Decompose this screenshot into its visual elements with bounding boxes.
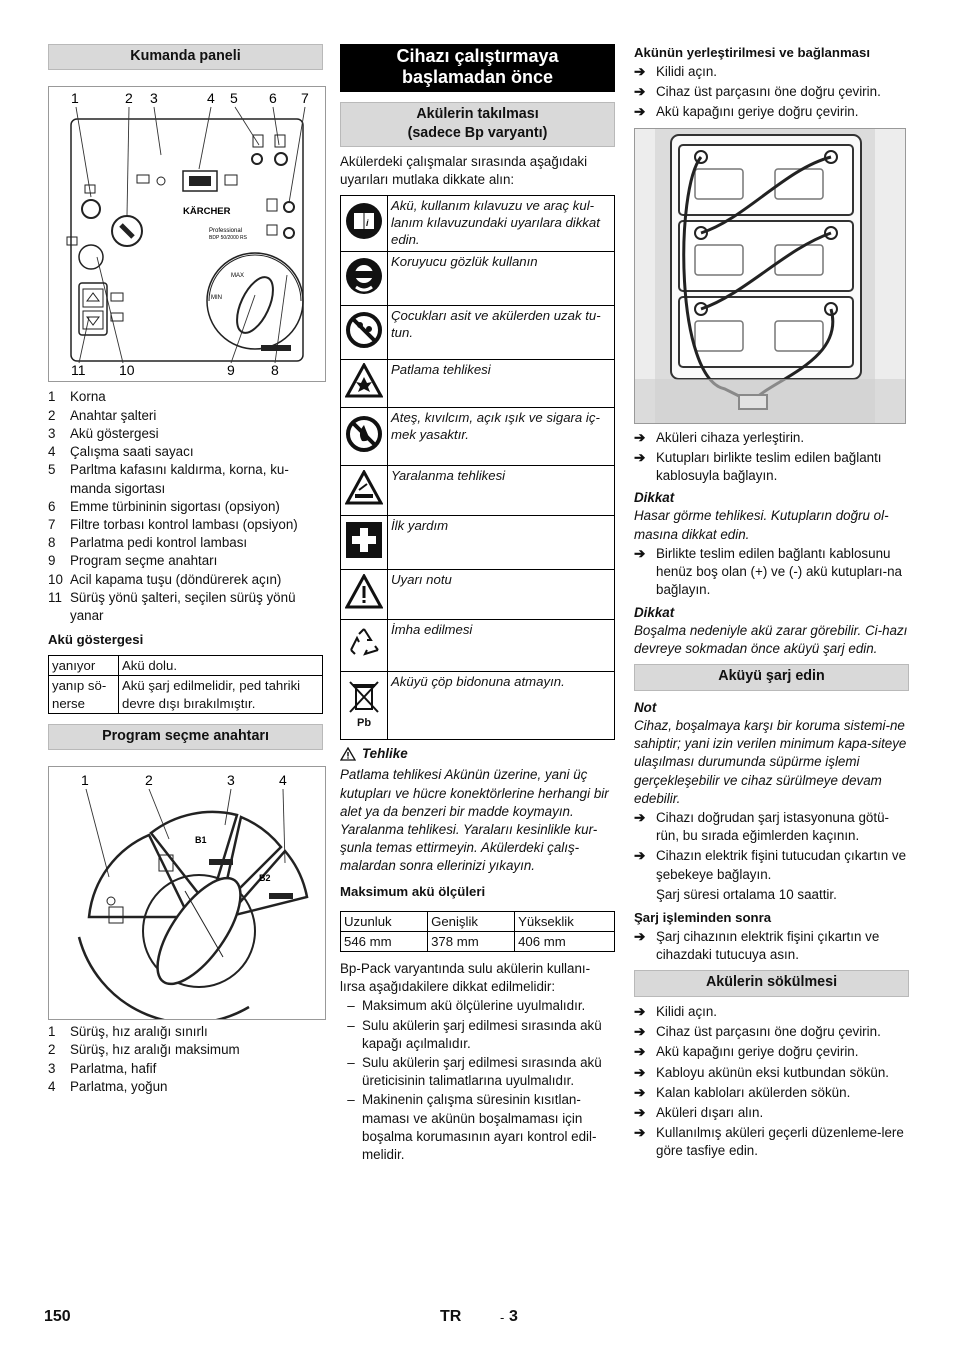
list-item: – Maksimum akü ölçülerine uyulmalıdır.: [347, 998, 586, 1014]
list-item: 3 Parlatma, hafif: [48, 1060, 157, 1076]
bp-pack-text: Bp-Pack varyantında sulu akülerin kullanı-lırsa aşağıdakilere dikkat edilmelidir:: [340, 960, 591, 995]
callout-1: 1: [71, 90, 79, 107]
callout-6: 6: [269, 90, 277, 107]
svg-text:Pb: Pb: [357, 717, 372, 729]
crossed-bin-icon: [345, 678, 383, 728]
emergency-stop-icon: [79, 245, 103, 269]
note-text: Cihaz, boşalmaya karşı bir koruma sistemi-ne sahiptir; yani izin verilen minimum kapa-siteye ulaşılması durumunda süpürme işlemi gerçekleşebilir ve cihaz sürülmeye devam edebilir.: [634, 717, 907, 806]
table-row: Çocukları asit ve akülerden uzak tu-tun.: [341, 306, 615, 360]
callout-7: 7: [301, 90, 309, 107]
arrow-right-icon: ➔: [634, 449, 646, 465]
svg-text:MAX: MAX: [231, 273, 245, 280]
max-dims-heading: Maksimum akü ölçüleri: [340, 883, 486, 899]
svg-text:B2: B2: [259, 873, 271, 884]
list-item: 11 Sürüş yönü şalteri, seçilen sürüş yönü yanar: [48, 589, 296, 624]
brand-logo: KÄRCHER: [183, 206, 231, 218]
step-item: ➔ Aküleri dışarı alın.: [634, 1104, 909, 1122]
heading-charge-battery: Aküyü şarj edin: [634, 664, 909, 690]
chapter-title: Cihazı çalıştırmaya başlamadan önce: [340, 44, 615, 92]
caution-label: Dikkat: [634, 604, 675, 620]
battery-bay-photo: [635, 129, 905, 423]
charge-time: Şarj süresi ortalama 10 saattir.: [656, 886, 837, 902]
step-item: ➔ Şarj cihazının elektrik fişini çıkartın ve cihazdaki tutucuya asın.: [634, 928, 909, 964]
program-selector-legend: [48, 1023, 323, 1096]
arrow-right-icon: ➔: [634, 63, 646, 79]
remove-steps: [634, 1003, 909, 1161]
callout-4: 4: [279, 772, 287, 789]
control-panel-figure: [48, 86, 326, 382]
step-item: ➔ Kutupları birlikte teslim edilen bağlantı kablosuyla bağlayın.: [634, 449, 909, 485]
bp-pack-list: [340, 997, 615, 1164]
goggles-icon: [345, 257, 383, 295]
list-item: 1 Sürüş, hız aralığı sınırlı: [48, 1024, 208, 1040]
arrow-right-icon: ➔: [634, 809, 646, 825]
table-row: 546 mm 378 mm 406 mm: [341, 931, 615, 951]
warnings-intro: Akülerdeki çalışmalar sırasında aşağıdaki uyarıları mutlaka dikkate alın:: [340, 153, 588, 187]
program-selector-drawing: [49, 767, 325, 1019]
list-item: 6 Emme türbininin sigortası (opsiyon): [48, 498, 280, 514]
danger-text: Patlama tehlikesi Akünün üzerine, yani üç kutupları ve hücre konektörlerine herhangi bir alet ya da benzeri bir madde koymayın. Yaralanma tehlikesi. Yaralarıı kesinlikle kur-şunla temas ettirmeyin. Akülerdeki çalış-malardan sonra ellerinizi yıkayın.: [340, 767, 609, 874]
step-item: ➔ Akü kapağını geriye doğru çevirin.: [634, 1043, 909, 1061]
keep-children-away-icon: [345, 311, 383, 349]
control-panel-drawing: [49, 87, 325, 381]
program-selector-icon: [207, 253, 303, 349]
table-row: Yaralanma tehlikesi: [341, 466, 615, 516]
list-item: 4 Çalışma saati sayacı: [48, 444, 194, 460]
danger-heading: Tehlike: [340, 745, 615, 763]
warning-triangle-icon: [345, 574, 383, 610]
manual-icon: [345, 202, 383, 240]
battery-indicator-table: [48, 655, 323, 713]
after-charge-heading: Şarj işleminden sonra: [634, 910, 772, 926]
battery-indicator-heading: Akü göstergesi: [48, 632, 144, 648]
arrow-right-icon: ➔: [634, 848, 646, 864]
arrow-right-icon: ➔: [634, 545, 646, 561]
no-fire-icon: [345, 415, 383, 453]
arrow-right-icon: ➔: [634, 1125, 646, 1141]
arrow-right-icon: ➔: [634, 1064, 646, 1080]
step-item: ➔ Cihazın elektrik fişini tutucudan çıkartın ve şebekeye bağlayın.: [634, 847, 909, 883]
acid-burn-icon: [345, 470, 383, 506]
list-item: 10 Acil kapama tuşu (döndürerek açın): [48, 571, 282, 587]
caution-text: Hasar görme tehlikesi. Kutupların doğru ol-masına dikkat edin.: [634, 508, 889, 542]
table-row: yanıp sö-nerse Akü şarj edilmelidir, ped tahriki devre dışı bırakılmıştır.: [49, 676, 323, 713]
heading-control-panel: Kumanda paneli: [48, 44, 323, 70]
arrow-right-icon: ➔: [634, 1024, 646, 1040]
table-row: yanıyor Akü dolu.: [49, 656, 323, 676]
table-row: i Akü, kullanım kılavuzu ve araç kul-lanım kılavuzundaki uyarılara dikkat edin.: [341, 196, 615, 252]
install-steps: [634, 429, 909, 486]
arrow-right-icon: ➔: [634, 929, 646, 945]
callout-11: 11: [71, 362, 86, 379]
svg-text:B1: B1: [195, 835, 207, 846]
caution-text: Boşalma nedeniyle akü zarar görebilir. Ci-hazı devreye sokmadan önce aküyü şarj edin.: [634, 622, 908, 657]
table-row: Uyarı notu: [341, 570, 615, 620]
heading-battery-install: Akülerin takılması (sadece Bp varyantı): [340, 102, 615, 146]
step-item: ➔ Kabloyu akünün eksi kutbundan sökün.: [634, 1064, 909, 1082]
column-left: [48, 44, 323, 1096]
step-item: ➔ Birlikte teslim edilen bağlantı kablosunu henüz boş olan (+) ve (-) akü kutupları-na bağlayın.: [634, 545, 909, 600]
list-item: 2 Anahtar şalteri: [48, 407, 157, 423]
list-item: – Makinenin çalışma süresinin kısıtlan-maması ve akünün boşalmaması için boşalma korumasının ayarı kontrol edil-melidir.: [347, 1092, 597, 1163]
arrow-right-icon: ➔: [634, 84, 646, 100]
step-item: ➔ Akü kapağını geriye doğru çevirin.: [634, 103, 909, 121]
horn-button-icon: [82, 200, 100, 218]
control-panel-legend: [48, 388, 323, 625]
svg-text:Professional: Professional: [209, 228, 243, 235]
list-item: 7 Filtre torbası kontrol lambası (opsiyon): [48, 516, 298, 532]
list-item: – Sulu akülerin şarj edilmesi sırasında akü kapağı açılmalıdır.: [347, 1017, 602, 1051]
placement-steps: [634, 63, 909, 122]
charge-steps: [634, 809, 909, 884]
step-item: ➔ Aküleri cihaza yerleştirin.: [634, 429, 909, 447]
callout-3: 3: [227, 772, 235, 789]
arrow-right-icon: ➔: [634, 1003, 646, 1019]
battery-bay-figure: [634, 128, 906, 424]
section-page-number: 3: [509, 1308, 518, 1325]
column-middle: [340, 44, 615, 1165]
table-row: Uzunluk Genişlik Yükseklik: [341, 911, 615, 931]
arrow-right-icon: ➔: [634, 1105, 646, 1120]
callout-10: 10: [119, 362, 135, 379]
list-item: 9 Program seçme anahtarı: [48, 553, 218, 569]
callout-3: 3: [150, 90, 158, 107]
svg-text:i: i: [366, 218, 369, 229]
step-item: ➔ Kullanılmış aküleri geçerli düzenleme-lere göre tasfiye edin.: [634, 1124, 909, 1160]
battery-dimensions-table: [340, 911, 615, 952]
list-item: 3 Akü göstergesi: [48, 425, 159, 441]
explosion-icon: [345, 363, 383, 399]
note-label: Not: [634, 699, 657, 715]
callout-4: 4: [207, 90, 215, 107]
step-item: ➔ Kilidi açın.: [634, 1003, 909, 1021]
first-aid-icon: [345, 521, 383, 559]
table-row: Koruyucu gözlük kullanın: [341, 252, 615, 306]
step-item: ➔ Kilidi açın.: [634, 63, 909, 81]
heading-remove-batteries: Akülerin sökülmesi: [634, 970, 909, 996]
arrow-right-icon: ➔: [634, 104, 646, 120]
recycle-icon: [345, 624, 383, 662]
list-item: 2 Sürüş, hız aralığı maksimum: [48, 1042, 240, 1058]
step-item: ➔ Cihaz üst parçasını öne doğru çevirin.: [634, 83, 909, 101]
table-row: İmha edilmesi: [341, 620, 615, 672]
arrow-right-icon: ➔: [634, 1084, 646, 1100]
list-item: 4 Parlatma, yoğun: [48, 1078, 168, 1094]
list-item: 8 Parlatma pedi kontrol lambası: [48, 535, 248, 551]
list-item: 5 Parltma kafasını kaldırma, korna, ku-manda sigortası: [48, 462, 289, 496]
callout-8: 8: [271, 362, 279, 379]
column-right: [634, 44, 909, 1163]
svg-text:MIN: MIN: [211, 295, 222, 302]
callout-2: 2: [145, 772, 153, 789]
caution-label: Dikkat: [634, 490, 675, 506]
step-item: ➔ Kalan kabloları akülerden sökün.: [634, 1084, 909, 1102]
arrow-right-icon: ➔: [634, 429, 646, 445]
program-selector-figure: [48, 766, 326, 1020]
step-item: ➔ Cihazı doğrudan şarj istasyonuna götü-rün, bu sırada eğimlerden kaçının.: [634, 809, 909, 845]
svg-text:BDP 50/2000 RS: BDP 50/2000 RS: [209, 235, 247, 242]
list-item: – Sulu akülerin şarj edilmesi sırasında akü üreticisinin talimatlarına uyulmalıdır.: [347, 1054, 602, 1089]
warnings-table: [340, 195, 615, 740]
callout-2: 2: [125, 90, 133, 107]
battery-placement-heading: Akünün yerleştirilmesi ve bağlanması: [634, 45, 871, 60]
list-item: 1 Korna: [48, 389, 106, 405]
warning-triangle-icon: [340, 747, 356, 761]
arrow-right-icon: ➔: [634, 1044, 646, 1060]
selector-knob-icon: [142, 865, 256, 996]
callout-5: 5: [230, 90, 238, 107]
language-code: TR: [440, 1308, 462, 1325]
table-row: Patlama tehlikesi: [341, 360, 615, 408]
step-item: ➔ Cihaz üst parçasını öne doğru çevirin.: [634, 1023, 909, 1041]
callout-1: 1: [81, 772, 89, 789]
heading-program-selector: Program seçme anahtarı: [48, 724, 323, 750]
callout-9: 9: [227, 362, 235, 379]
page-number: 150: [44, 1308, 71, 1325]
footer-separator: -: [500, 1310, 505, 1325]
table-row: İlk yardım: [341, 516, 615, 570]
table-row: Ateş, kıvılcım, açık ışık ve sigara iç-mek yasaktır.: [341, 408, 615, 466]
table-row: Pb Aküyü çöp bidonuna atmayın.: [341, 672, 615, 740]
